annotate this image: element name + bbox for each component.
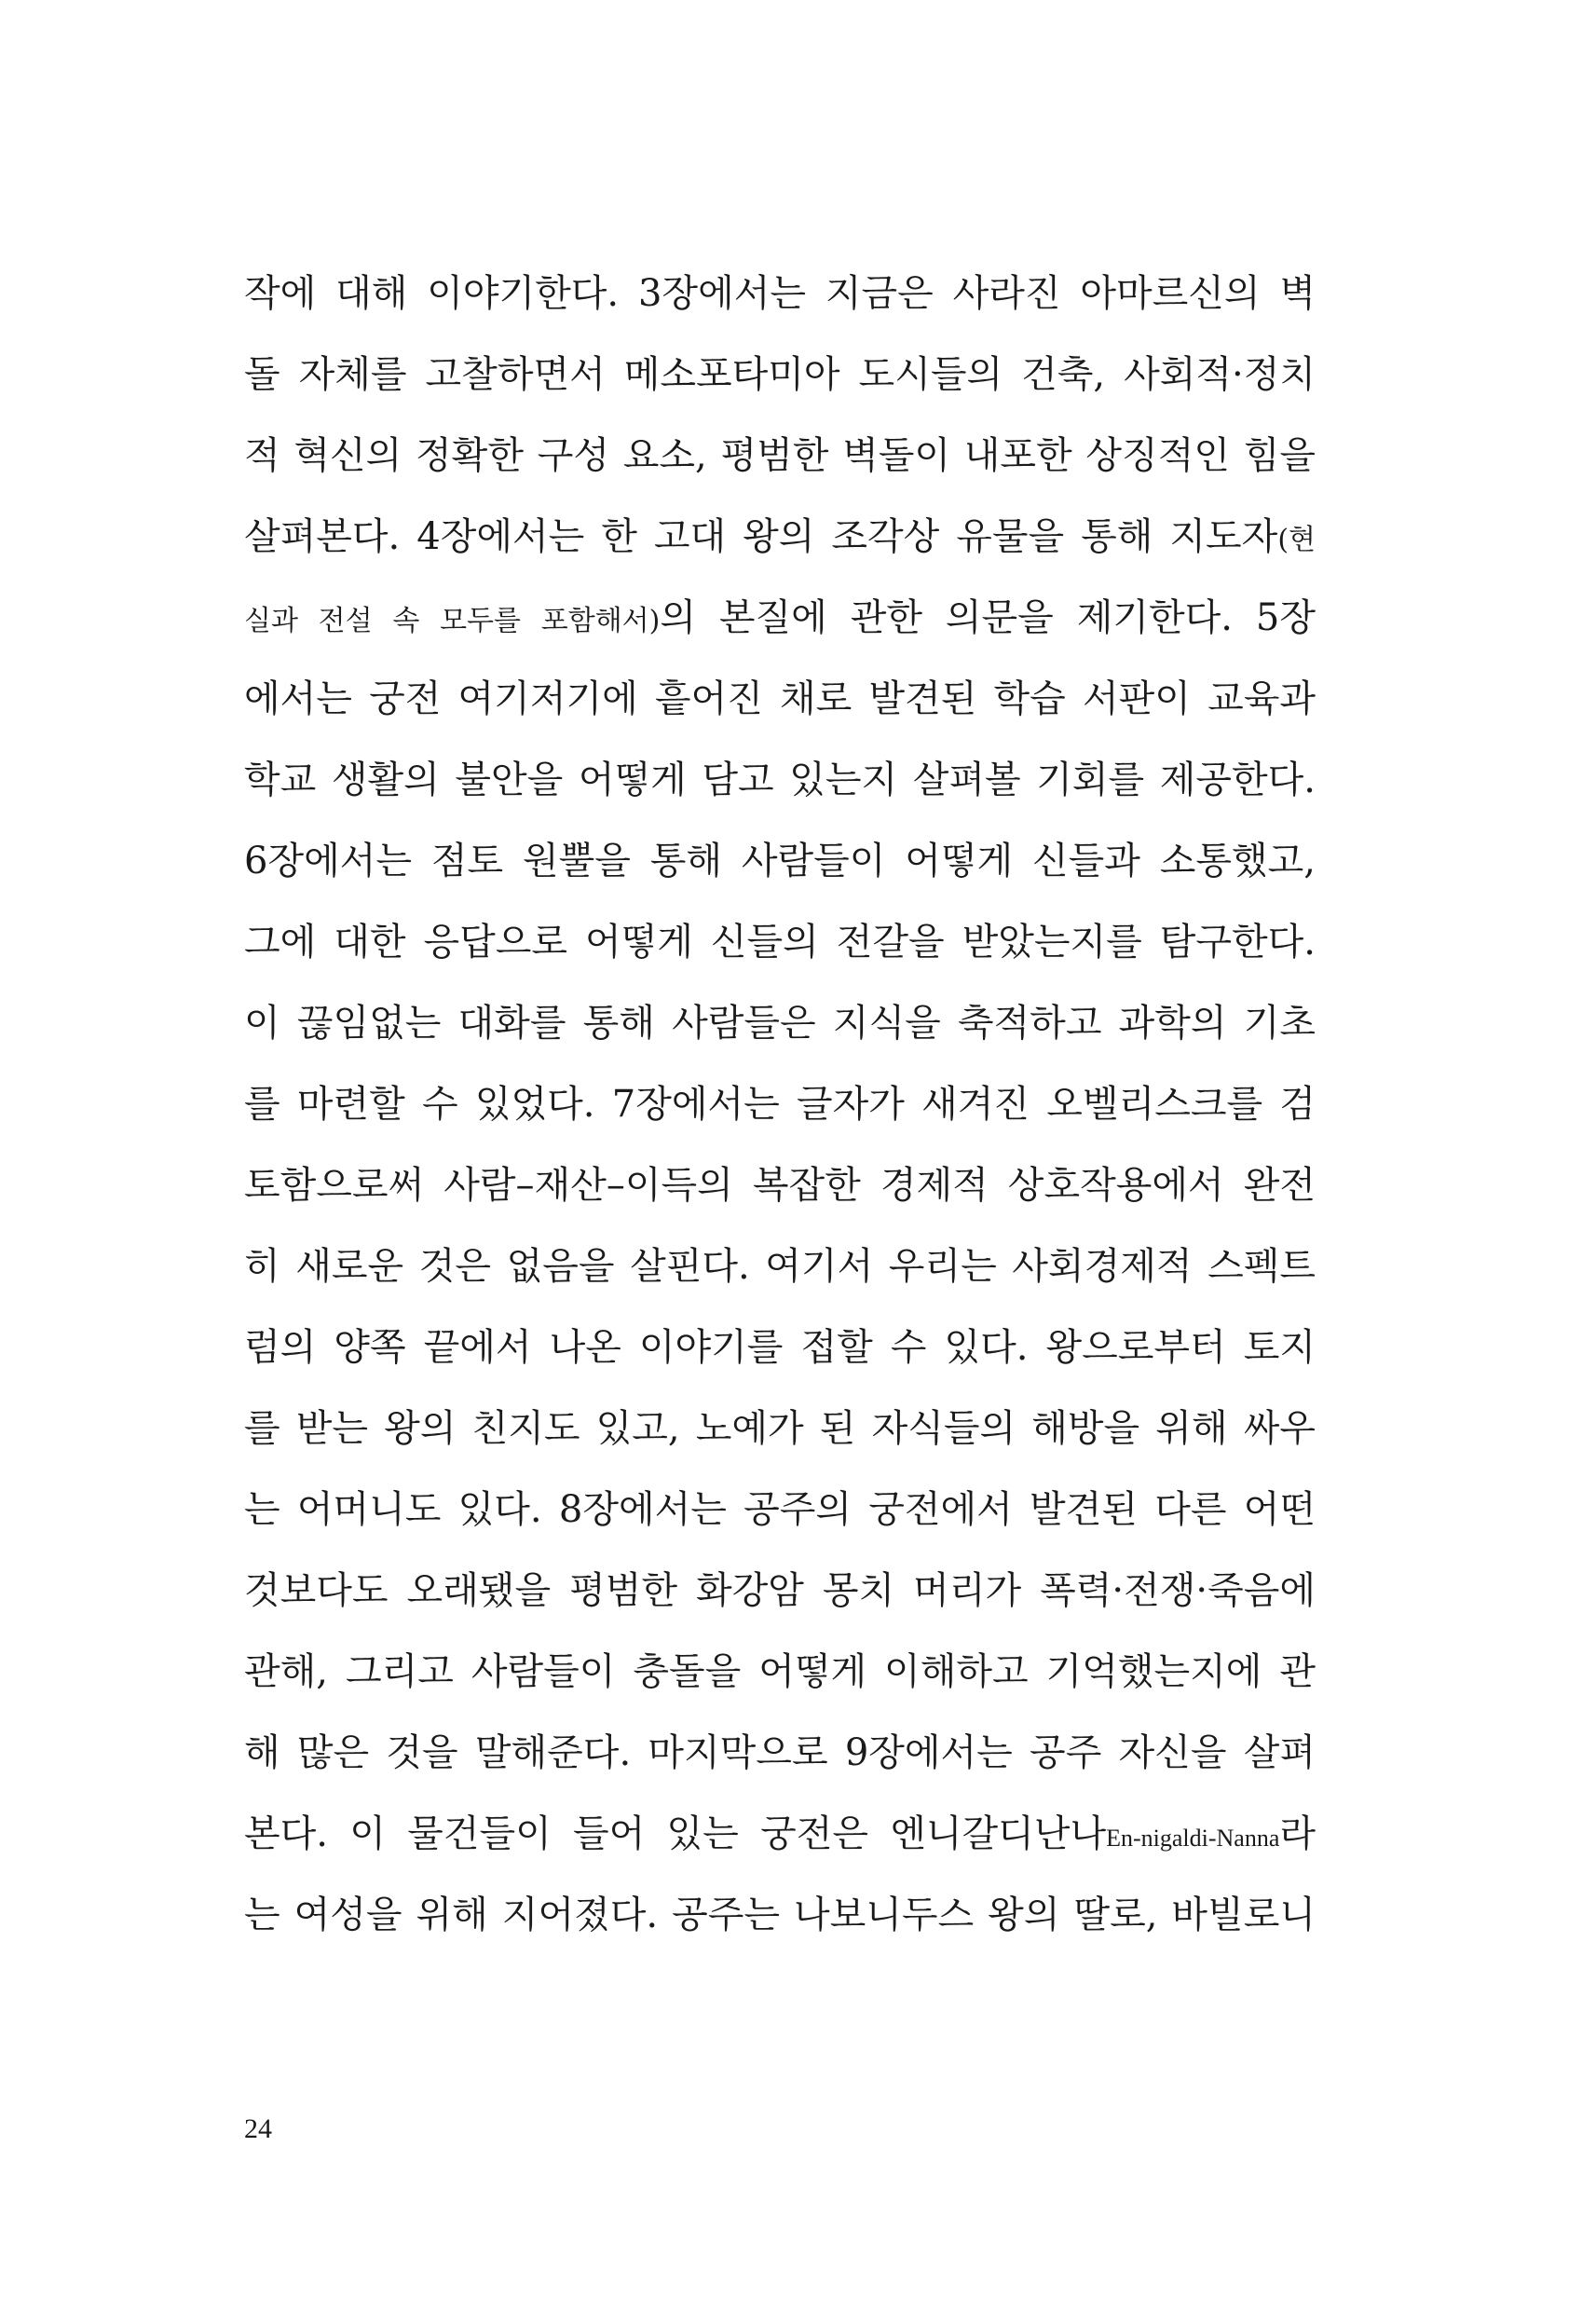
text-span: 라: [1279, 1812, 1316, 1855]
romanized-name: En-nigaldi-Nanna: [1106, 1825, 1280, 1852]
text-line: 적 혁신의 정확한 구성 요소, 평범한 벽돌이 내포한 상징적인 힘을: [244, 434, 1316, 477]
text-line: 럼의 양쪽 끝에서 나온 이야기를 접할 수 있다. 왕으로부터 토지: [244, 1326, 1316, 1369]
text-line: 를 받는 왕의 친지도 있고, 노예가 된 자식들의 해방을 위해 싸우: [244, 1407, 1316, 1450]
text-line: 관해, 그리고 사람들이 충돌을 어떻게 이해하고 기억했는지에 관: [244, 1650, 1316, 1693]
text-line: 해 많은 것을 말해준다. 마지막으로 9장에서는 공주 자신을 살펴: [244, 1731, 1316, 1774]
text-line: [244, 1794, 1316, 1875]
text-line: 를 마련할 수 있었다. 7장에서는 글자가 새겨진 오벨리스크를 검: [244, 1083, 1316, 1126]
text-line: 히 새로운 것은 없음을 살핀다. 여기서 우리는 사회경제적 스펙트: [244, 1245, 1316, 1288]
text-line: 는 여성을 위해 지어졌다. 공주는 나보니두스 왕의 딸로, 바빌로니: [244, 1894, 1316, 1936]
text-line: 돌 자체를 고찰하면서 메소포타미아 도시들의 건축, 사회적·정치: [244, 353, 1316, 396]
text-span: 살펴본다. 4장에서는 한 고대 왕의 조각상 유물을 통해 지도자: [244, 515, 1278, 558]
text-line: 이 끊임없는 대화를 통해 사람들은 지식을 축적하고 과학의 기초: [244, 1002, 1316, 1045]
text-line: 것보다도 오래됐을 평범한 화강암 몽치 머리가 폭력·전쟁·죽음에: [244, 1569, 1316, 1612]
parenthetical-text: (현: [1277, 524, 1316, 556]
text-line: 작에 대해 이야기한다. 3장에서는 지금은 사라진 아마르신의 벽: [244, 272, 1316, 315]
text-line: 는 어머니도 있다. 8장에서는 공주의 궁전에서 발견된 다른 어떤: [244, 1488, 1316, 1531]
body-text: [244, 253, 1316, 1956]
text-line: 토함으로써 사람–재산–이득의 복잡한 경제적 상호작용에서 완전: [244, 1164, 1316, 1207]
text-span: 의 본질에 관한 의문을 제기한다. 5장: [660, 596, 1316, 639]
text-line: [244, 578, 1316, 659]
text-line: [244, 497, 1316, 578]
text-line: 6장에서는 점토 원뿔을 통해 사람들이 어떻게 신들과 소통했고,: [244, 840, 1316, 882]
text-line: 에서는 궁전 여기저기에 흩어진 채로 발견된 학습 서판이 교육과: [244, 677, 1316, 720]
text-line: 그에 대한 응답으로 어떻게 신들의 전갈을 받았는지를 탐구한다.: [244, 921, 1316, 964]
parenthetical-text: 실과 전설 속 모두를 포함해서): [244, 605, 661, 637]
page-number: 24: [244, 2113, 272, 2144]
text-span: 본다. 이 물건들이 들어 있는 궁전은 엔니갈디난나: [244, 1812, 1107, 1855]
text-line: 학교 생활의 불안을 어떻게 담고 있는지 살펴볼 기회를 제공한다.: [244, 759, 1316, 801]
